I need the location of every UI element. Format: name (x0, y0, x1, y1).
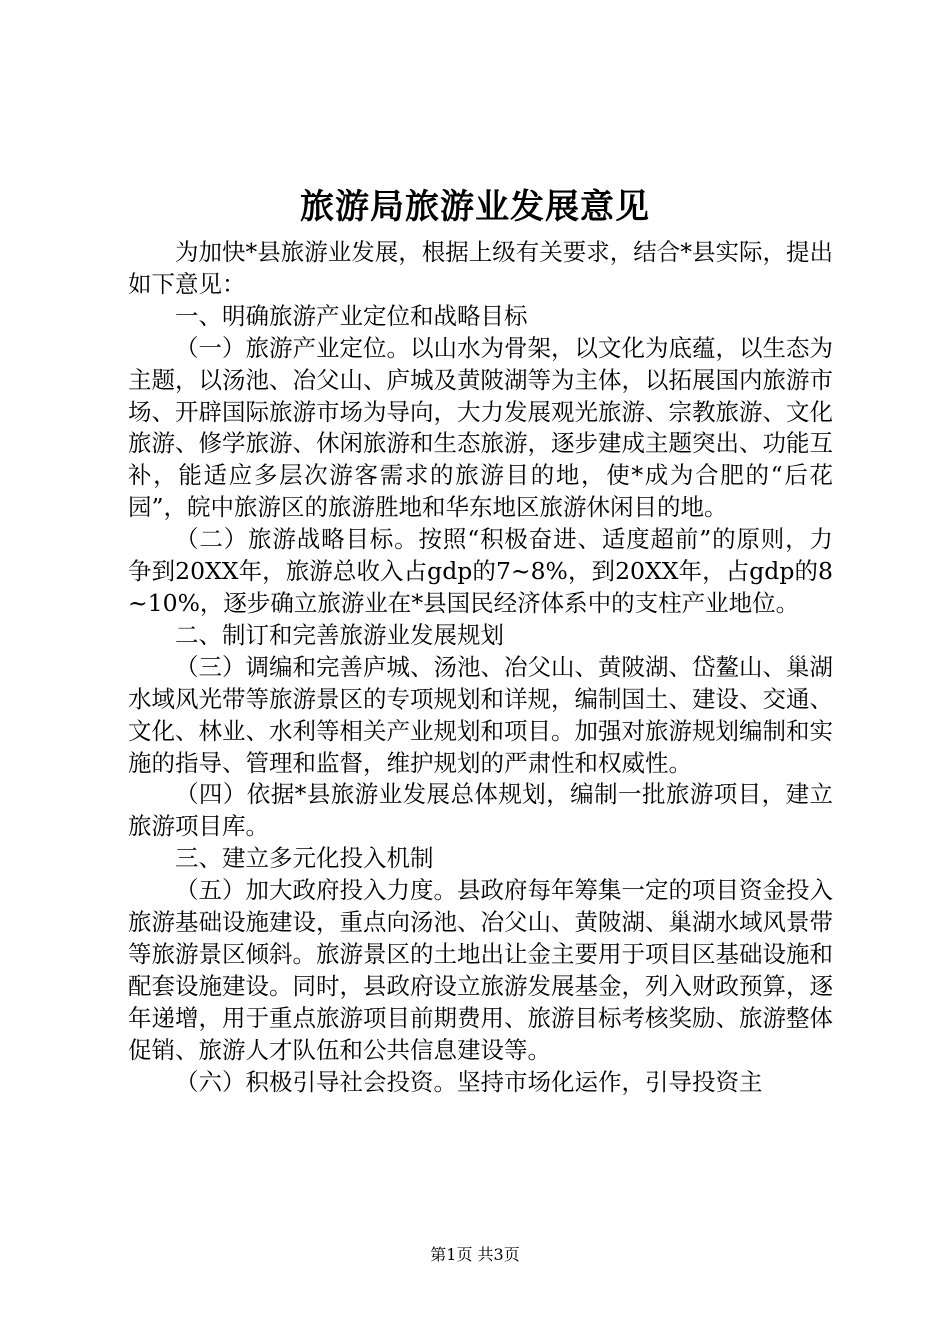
paragraph-item-6: （六）积极引导社会投资。坚持市场化运作，引导投资主 (175, 1067, 763, 1096)
page-number-footer: 第1页 共3页 (430, 1245, 520, 1264)
paragraph-item-1: （一）旅游产业定位。以山水为骨架，以文化为底蕴，以生态为主题，以汤池、冶父山、庐城及黄陂湖等为主体，以拓展国内旅游市场、开辟国际旅游市场为导向，大力发展观光旅游、宗教旅游、文化旅游、修学旅游、休闲旅游和生态旅游，逐步建成主题突出、功能互补，能适应多层次游客需求的旅游目的地，使*成为合肥的“后花园”，皖中旅游区的旅游胜地和华东地区旅游休闲目的地。 (128, 333, 833, 522)
paragraph-item-3: （三）调编和完善庐城、汤池、冶父山、黄陂湖、岱鳌山、巢湖水域风光带等旅游景区的专项规划和详规，编制国土、建设、交通、文化、林业、水利等相关产业规划和项目。加强对旅游规划编制和实施的指导、管理和监督，维护规划的严肃性和权威性。 (128, 652, 833, 777)
paragraph-item-5: （五）加大政府投入力度。县政府每年筹集一定的项目资金投入旅游基础设施建设，重点向汤池、冶父山、黄陂湖、巢湖水域风景带等旅游景区倾斜。旅游景区的土地出让金主要用于项目区基础设施和配套设施建设。同时，县政府设立旅游发展基金，列入财政预算，逐年递增，用于重点旅游项目前期费用、旅游目标考核奖励、旅游整体促销、旅游人才队伍和公共信息建设等。 (128, 876, 833, 1064)
document-body (128, 237, 833, 1098)
intro-paragraph: 为加快*县旅游业发展，根据上级有关要求，结合*县实际，提出如下意见： (128, 238, 833, 298)
section-heading-2: 二、制订和完善旅游业发展规划 (175, 620, 504, 649)
paragraph-item-2: （二）旅游战略目标。按照“积极奋进、适度超前”的原则，力争到20XX年，旅游总收入占gdp的7~8%，到20XX年，占gdp的8~10%，逐步确立旅游业在*县国民经济体系中的支柱产业地位。 (128, 525, 833, 617)
document-title: 旅游局旅游业发展意见 (300, 187, 650, 227)
section-heading-3: 三、建立多元化投入机制 (175, 844, 434, 873)
section-heading-1: 一、明确旅游产业定位和战略目标 (175, 301, 528, 330)
paragraph-item-4: （四）依据*县旅游业发展总体规划，编制一批旅游项目，建立旅游项目库。 (128, 780, 833, 841)
